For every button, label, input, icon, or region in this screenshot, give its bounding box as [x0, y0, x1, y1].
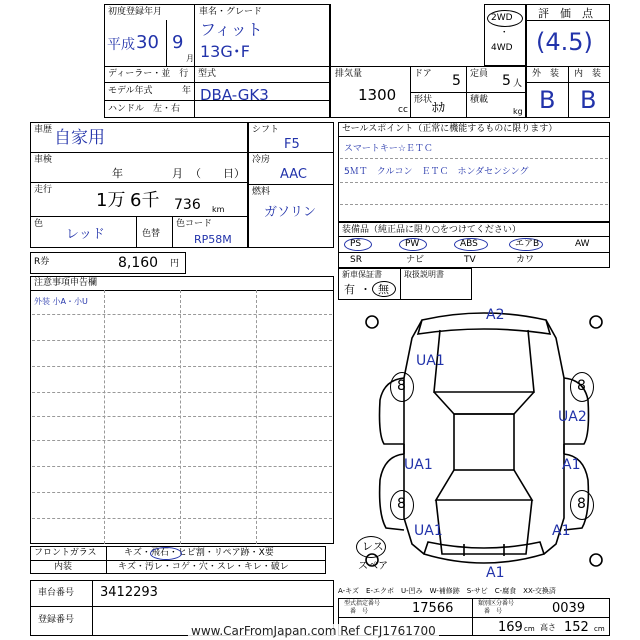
register-label: 登録番号: [38, 615, 75, 625]
mileage-unit: km: [212, 205, 225, 214]
equip-leather: カワ: [516, 255, 535, 265]
mileage-rest: 736: [174, 197, 201, 213]
usage-value: 自家用: [54, 128, 105, 148]
inspection-month: 月: [172, 167, 183, 180]
equip-tv: TV: [464, 255, 476, 265]
warranty-dot: ・: [360, 283, 371, 296]
front-glass-label: フロントガラス: [34, 548, 97, 558]
color-code-label: 色コード: [176, 219, 213, 229]
chassis-label: 車台番号: [38, 588, 75, 598]
watermark: www.CarFromJapan.com Ref CFJ1761700: [188, 624, 439, 638]
shape-value: ﾎｶ: [432, 101, 445, 116]
tire-rear-right-value: 8: [577, 496, 586, 512]
interior-grade: B: [580, 86, 597, 114]
model-value: DBA-GK3: [200, 86, 269, 104]
notes-label: 注意事項申告欄: [34, 278, 98, 288]
height-label: 高さ: [540, 623, 556, 632]
category-sub: 番 号: [484, 608, 503, 615]
displacement-unit: cc: [398, 105, 408, 115]
reg-month-unit: 月: [186, 54, 194, 63]
mileage-sen: 6千: [130, 190, 160, 211]
score-value: (4.5): [536, 28, 593, 56]
recycle-unit: 円: [170, 259, 180, 269]
damage-left-front: UA1: [416, 353, 445, 369]
damage-left-rear: UA1: [414, 523, 443, 539]
equip-ps: PS: [350, 239, 362, 249]
model-label: 型式: [198, 69, 217, 79]
loading-unit: kg: [513, 107, 523, 116]
fuel-value: ガソリン: [264, 205, 317, 220]
equip-abs: ABS: [460, 239, 478, 249]
exterior-label: 外 装: [532, 69, 560, 79]
sales-point-line2: 5ＭＴ クルコン ＥＴＣ ホンダセンシング: [344, 167, 529, 177]
chip-circle: [150, 547, 182, 560]
damage-rear: A1: [486, 565, 505, 581]
notes-box: [30, 276, 334, 544]
equip-aw: AW: [575, 239, 590, 249]
mileage-label: 走行: [34, 185, 53, 195]
front-glass-text: キズ・飛石・ヒビ割・リペア跡・X要: [124, 548, 274, 558]
color-code: RP58M: [194, 233, 232, 246]
displacement-value: 1300: [358, 86, 397, 104]
shape-label: 形状: [414, 95, 433, 105]
reg-era: 平成: [107, 37, 135, 53]
capacity-label: 定員: [470, 69, 489, 79]
mileage-man: 1万: [96, 190, 126, 211]
capacity-unit: 人: [513, 79, 523, 89]
dim-value-a: 169: [498, 620, 523, 635]
ac-label: 冷房: [252, 155, 271, 165]
dim-unit-b: cm: [594, 625, 605, 633]
tire-front-right-value: 8: [577, 378, 586, 394]
inspection-label: 車検: [34, 155, 53, 165]
dim-unit-a: cm: [524, 625, 535, 633]
door-value: 5: [452, 73, 461, 89]
shift-value: F5: [284, 137, 300, 152]
tire-rear-left-value: 8: [397, 496, 406, 512]
drive-sep: ･: [502, 28, 507, 38]
drive-4wd: 4WD: [491, 43, 513, 53]
car-name-label: 車名・グレード: [199, 7, 263, 17]
inspection-year: 年: [112, 167, 123, 180]
sales-point-label: セールスポイント（正常に機能するものに限ります）: [342, 124, 558, 134]
chassis-value: 3412293: [100, 585, 158, 600]
color-change-label: 色替: [142, 229, 161, 239]
drive-2wd: 2WD: [491, 13, 513, 23]
recycle-box: [30, 252, 186, 274]
notes-text: 外装 小A・小U: [34, 297, 88, 306]
equip-airbag: エアB: [515, 239, 540, 249]
reg-year: 30: [136, 32, 159, 53]
reg-month: 9: [172, 32, 184, 53]
warranty-yes: 有: [344, 283, 355, 296]
fuel-label: 燃料: [252, 187, 271, 197]
warranty-label: 新車保証書: [342, 270, 382, 279]
dealer-label: ディーラー・並 行: [108, 69, 189, 79]
score-label: 評 価 点: [538, 7, 593, 20]
damage-left-mid: UA1: [404, 457, 433, 473]
sales-point-line1: スマートキー☆ＥＴＣ: [344, 144, 433, 154]
designation-label: 型式指定番号: [344, 600, 381, 607]
equip-sr: SR: [350, 255, 362, 265]
tire-front-left-value: 8: [397, 378, 406, 394]
displacement-label: 排気量: [335, 69, 363, 79]
designation-value: 17566: [412, 601, 454, 616]
equipment-label: 装備品（純正品に限り○をつけてください）: [342, 225, 521, 235]
car-name: フィット: [200, 20, 263, 39]
interior-cond-label: 内装: [54, 562, 73, 572]
loading-label: 積載: [470, 95, 489, 105]
dim-value-b: 152: [564, 620, 589, 635]
interior-label: 内 装: [574, 69, 602, 79]
model-year-unit: 年: [182, 86, 192, 96]
spare-label: スペア: [358, 561, 388, 572]
damage-legend: A-キズ E-エクボ U-凹み W-補修跡 S-サビ C-腐食 XX-交換済: [338, 587, 556, 595]
category-label: 類別区分番号: [478, 600, 515, 607]
usage-label: 車歴: [34, 125, 53, 135]
category-value: 0039: [552, 601, 586, 616]
reg-date-label: 初度登録年月: [108, 7, 163, 17]
designation-sub: 番 号: [350, 608, 369, 615]
exterior-grade: B: [539, 86, 556, 114]
damage-front: A2: [486, 307, 505, 323]
shift-label: シフト: [252, 125, 280, 135]
spare-less: レス: [362, 540, 384, 553]
color-value: レッド: [66, 227, 105, 242]
recycle-label: R券: [34, 257, 50, 267]
interior-cond-text: キズ・汚レ・コゲ・穴・スレ・キレ・破レ: [118, 562, 289, 572]
manual-label: 取扱説明書: [404, 270, 444, 279]
car-grade: 13G･F: [200, 42, 250, 61]
warranty-no: 無: [378, 283, 389, 296]
handle-label: ハンドル 左・右: [108, 104, 181, 114]
damage-right-front: UA2: [558, 409, 587, 425]
door-label: ドア: [414, 69, 432, 79]
inspection-day: （ 日）: [190, 167, 245, 180]
equip-navi: ナビ: [406, 255, 425, 265]
color-label: 色: [34, 219, 44, 229]
damage-right-mid: A1: [562, 457, 581, 473]
equip-pw: PW: [405, 239, 420, 249]
damage-right-rear: A1: [552, 523, 571, 539]
ac-value: AAC: [280, 167, 307, 182]
recycle-value: 8,160: [118, 255, 159, 271]
capacity-value: 5: [502, 73, 511, 89]
model-year-label: モデル年式: [108, 86, 153, 96]
